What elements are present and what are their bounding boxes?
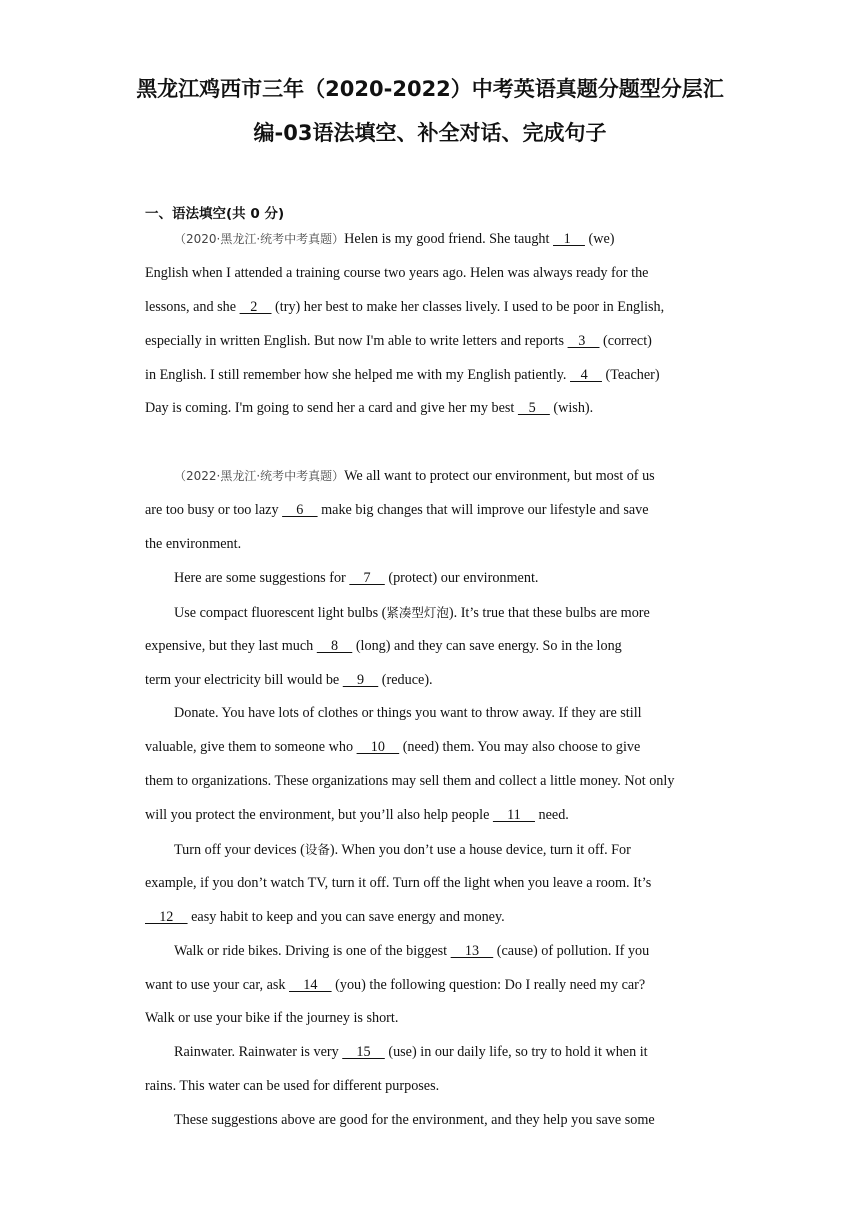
text-line <box>145 1002 725 1036</box>
line-text: (Teacher) <box>601 366 660 383</box>
answer-blank: 4 <box>570 366 602 383</box>
answer-blank: 2 <box>239 298 272 315</box>
text-line <box>145 799 725 833</box>
line-text: example, if you don’t watch TV, turn it off. Turn off the light when you leave a room. It’s <box>145 874 652 891</box>
line-text: make big changes that will improve our lifestyle and save <box>317 502 649 519</box>
line-text: (reduce). <box>378 671 433 688</box>
line-text: (we) <box>584 231 615 247</box>
line-text: Use compact fluorescent light bulbs ( <box>174 604 387 621</box>
text-line <box>145 223 725 257</box>
line-text: (need) them. You may also choose to give <box>399 739 641 756</box>
line-text: Turn off your devices ( <box>174 842 305 859</box>
text-line <box>145 528 725 562</box>
line-text: lessons, and she <box>145 298 240 315</box>
answer-blank: 14 <box>289 976 332 993</box>
text-line <box>145 325 725 359</box>
line-text: (long) and they can save energy. So in the long <box>352 637 622 654</box>
line-text: especially in written English. But now I'm able to write letters and reports <box>145 332 568 349</box>
text-line <box>145 765 725 799</box>
line-text: Day is coming. I'm going to send her a card and give her my best <box>145 400 518 417</box>
text-line <box>145 1104 725 1138</box>
answer-blank: 5 <box>517 400 550 417</box>
passage-body <box>145 223 725 1138</box>
line-text: We all want to protect our environment, but most of us <box>344 468 655 485</box>
answer-blank: 15 <box>342 1044 385 1061</box>
line-text: Donate. You have lots of clothes or things you want to throw away. If they are still <box>174 705 642 722</box>
text-line <box>145 291 725 325</box>
text-line <box>145 867 725 901</box>
text-line <box>145 731 725 765</box>
text-line <box>145 460 725 494</box>
answer-blank: 13 <box>450 942 494 959</box>
line-text: them to organizations. These organizations may sell them and collect a little money. Not only <box>145 773 675 790</box>
line-text: term your electricity bill would be <box>145 671 343 688</box>
source-tag: （2022·黑龙江·统考中考真题） <box>174 469 345 484</box>
text-line <box>145 1036 725 1070</box>
answer-blank: 6 <box>282 502 318 519</box>
line-text: (you) the following question: Do I really need my car? <box>331 976 646 993</box>
line-text: (use) in our daily life, so try to hold it when it <box>384 1044 648 1061</box>
line-text: (cause) of pollution. If you <box>493 942 650 959</box>
text-line <box>145 664 725 698</box>
section-heading: 一、语法填空(共 0 分) <box>145 206 285 222</box>
line-text: easy habit to keep and you can save energy and money. <box>187 908 505 925</box>
text-line <box>145 1070 725 1104</box>
answer-blank: 9 <box>342 671 379 688</box>
answer-blank: 1 <box>553 231 585 247</box>
line-text: will you protect the environment, but you’ll also help people <box>145 807 493 824</box>
line-text: ). When you don’t use a house device, turn it off. For <box>329 842 631 859</box>
answer-blank: 8 <box>316 637 353 654</box>
line-text: expensive, but they last much <box>145 637 317 654</box>
line-text: valuable, give them to someone who <box>145 739 357 756</box>
text-line <box>145 630 725 664</box>
line-text: (try) her best to make her classes lively. I used to be poor in English, <box>271 298 665 315</box>
answer-blank: 11 <box>492 807 535 824</box>
line-text: (correct) <box>599 332 652 349</box>
text-line <box>145 596 725 630</box>
text-line <box>145 833 725 867</box>
text-line <box>145 257 725 291</box>
line-text: in English. I still remember how she helped me with my English patiently. <box>145 366 571 383</box>
line-text: (wish). <box>549 400 594 417</box>
text-line <box>145 562 725 596</box>
answer-blank: 3 <box>567 332 600 349</box>
line-text: want to use your car, ask <box>145 976 290 993</box>
passage-2 <box>145 460 725 1138</box>
answer-blank: 7 <box>349 569 385 586</box>
paragraph-gap <box>145 426 725 460</box>
text-line <box>145 359 725 393</box>
line-text: are too busy or too lazy <box>145 502 283 519</box>
answer-blank: 10 <box>356 739 400 756</box>
line-text: Rainwater. Rainwater is very <box>174 1044 343 1061</box>
line-text: ). It’s true that these bulbs are more <box>448 604 650 621</box>
text-line <box>145 494 725 528</box>
line-text: need. <box>534 807 569 824</box>
line-text: Walk or ride bikes. Driving is one of the biggest <box>174 942 451 959</box>
chinese-gloss: 紧凑型灯泡 <box>386 604 449 620</box>
text-line <box>145 392 725 426</box>
page-title-line-1: 黑龙江鸡西市三年（2020-2022）中考英语真题分题型分层汇 <box>136 77 724 101</box>
text-line <box>145 697 725 731</box>
line-text: Here are some suggestions for <box>174 569 350 586</box>
line-text: (protect) our environment. <box>384 569 539 586</box>
line-text: These suggestions above are good for the environment, and they help you save some <box>174 1112 655 1129</box>
line-text: Helen is my good friend. She taught <box>344 231 554 247</box>
text-line <box>145 969 725 1003</box>
line-text: English when I attended a training course two years ago. Helen was always ready for the <box>145 264 649 281</box>
line-text: rains. This water can be used for different purposes. <box>145 1078 440 1095</box>
line-text: Walk or use your bike if the journey is short. <box>145 1010 399 1027</box>
passage-1 <box>145 223 725 426</box>
text-line <box>145 935 725 969</box>
line-text: the environment. <box>145 536 242 553</box>
source-tag: （2020·黑龙江·统考中考真题） <box>174 232 345 246</box>
chinese-gloss: 设备 <box>304 842 330 858</box>
page-title-line-2: 编-03语法填空、补全对话、完成句子 <box>253 121 607 145</box>
answer-blank: 12 <box>145 908 188 925</box>
text-line <box>145 901 725 935</box>
